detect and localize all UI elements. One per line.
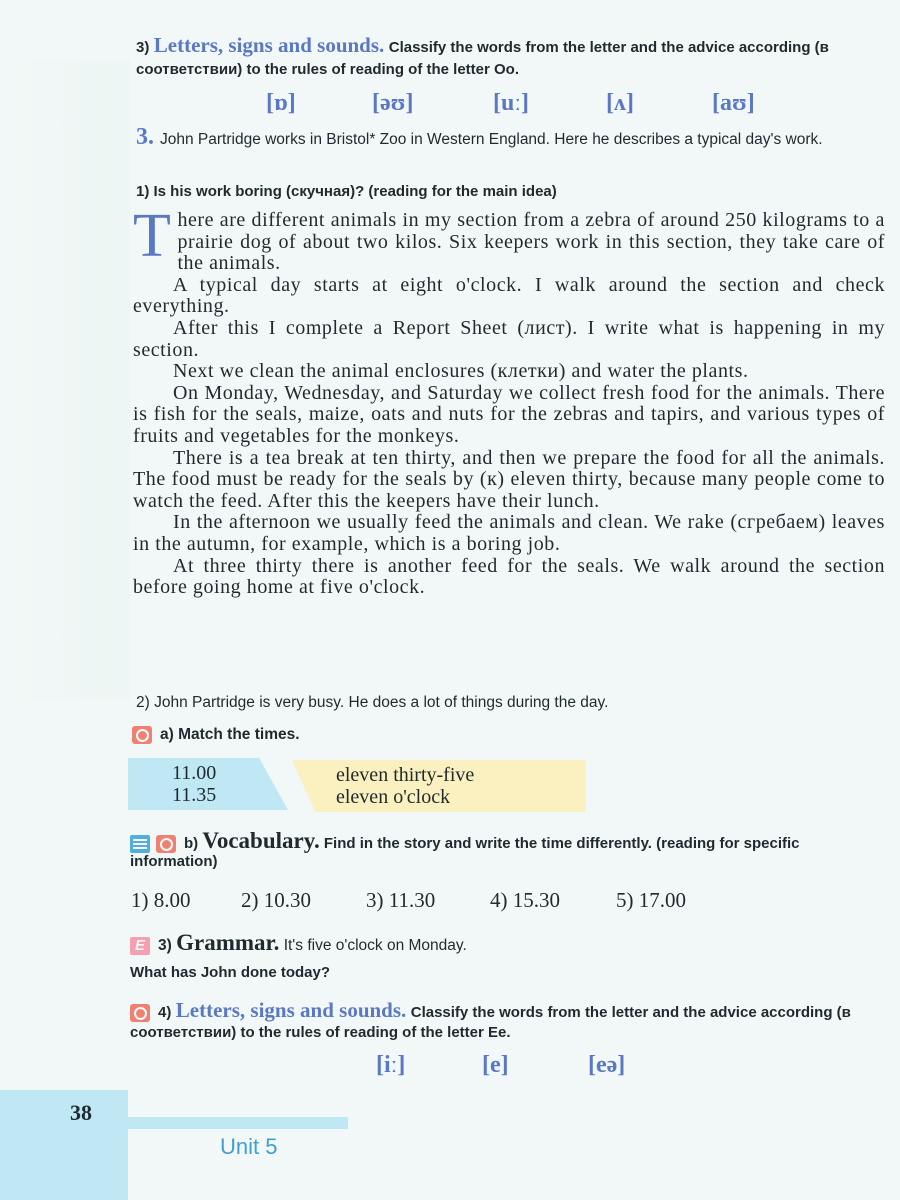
story-paragraph-text: here are different animals in my section from a zebra of around 250 kilograms to a prairie dog of about two kilos. Six keepers work in this section, they take care of the animals. <box>177 209 885 275</box>
word-item: eleven o'clock <box>336 786 451 808</box>
unit-label: Unit 5 <box>220 1134 278 1159</box>
sound-symbol: [uː] <box>493 90 529 116</box>
story-paragraph <box>133 202 885 275</box>
story-paragraph: On Monday, Wednesday, and Saturday we collect fresh food for the animals. There is fish for the seals, maize, oats and nuts for the zebras and tapirs, and various types of fruits and vegetables for the monkeys. <box>133 381 885 447</box>
story-paragraph: After this I complete a Report Sheet (лист). I write what is happening in my section. <box>133 316 885 361</box>
grammar-heading: Grammar. <box>176 930 280 955</box>
exercise-number: 3. <box>136 124 154 150</box>
task-3-grammar <box>130 930 467 956</box>
question-1: 1) Is his work boring (скучная)? (reading for the main idea) <box>136 183 557 200</box>
footer-block <box>0 1090 128 1200</box>
vocab-time-item: 1) 8.00 <box>131 888 191 912</box>
pair-work-icon <box>132 726 152 744</box>
exercise-3-intro <box>136 124 888 150</box>
page-edge-shadow <box>0 60 130 700</box>
sound-symbol: [iː] <box>376 1052 406 1078</box>
vocab-time-item: 4) 15.30 <box>490 888 560 912</box>
task-2b-instruction: Find in the story and write the time differently. (reading for specific information) <box>130 835 800 871</box>
sound-symbol: [əʊ] <box>372 90 414 116</box>
task-2a-label: a) Match the times. <box>160 726 300 744</box>
task-2a <box>132 726 300 744</box>
words-list <box>336 764 474 808</box>
grammar-text: It's five o'clock on Monday. <box>283 937 467 954</box>
sound-symbol: [aʊ] <box>712 90 755 116</box>
sound-symbol: [e] <box>482 1052 509 1078</box>
task-3-number: 3) <box>158 937 172 954</box>
task-number: 3) <box>136 39 150 56</box>
task-2-text: 2) John Partridge is very busy. He does a lot of things during the day. <box>136 694 609 711</box>
task-4-heading: Letters, signs and sounds. <box>175 998 407 1022</box>
task-4-instruction: Classify the words from the letter and the advice according (в соответствии) to the rules of reading of the letter Ee. <box>130 1004 851 1041</box>
vocab-time-item: 2) 10.30 <box>241 888 311 912</box>
task-instruction: Classify the words from the letter and the advice according (в соответствии) to the rules of reading of the letter Oo. <box>136 39 829 78</box>
word-item: eleven thirty-five <box>336 764 475 786</box>
sound-symbol: [eə] <box>588 1052 626 1078</box>
letters-signs-sounds-oo <box>136 34 884 81</box>
pair-work-icon <box>130 1004 150 1022</box>
task-2b-number: b) <box>184 835 199 852</box>
story-paragraph: A typical day starts at eight o'clock. I walk around the section and check everything. <box>133 273 885 318</box>
task-heading: Letters, signs and sounds. <box>153 33 385 57</box>
story-text <box>133 202 885 599</box>
story-paragraph: Next we clean the animal enclosures (клетки) and water the plants. <box>173 360 749 383</box>
time-item: 11.35 <box>172 784 217 806</box>
letters-signs-sounds-ee <box>130 1000 884 1043</box>
page-number: 38 <box>70 1100 92 1125</box>
story-paragraph: In the afternoon we usually feed the animals and clean. We rake (сгребаем) leaves in the autumn, for example, which is a boring job. <box>133 511 885 555</box>
pair-work-icon <box>156 835 176 853</box>
sound-symbol: [ʌ] <box>606 90 634 116</box>
footer-strip <box>128 1117 348 1129</box>
times-list <box>172 762 216 806</box>
intro-text: John Partridge works in Bristol* Zoo in Western England. Here he describes a typical day's work. <box>160 131 823 148</box>
grammar-question: What has John done today? <box>130 964 331 981</box>
vocabulary-heading: Vocabulary. <box>202 828 320 853</box>
grammar-icon: E <box>130 937 150 955</box>
vocab-time-item: 5) 17.00 <box>616 888 686 912</box>
sound-symbol: [ɒ] <box>266 90 296 116</box>
task-2b <box>130 828 884 871</box>
vocabulary-icon <box>130 835 150 853</box>
drop-cap: T <box>133 202 172 270</box>
story-paragraph: At three thirty there is another feed for the seals. We walk around the section before going home at five o'clock. <box>133 554 885 599</box>
task-4-number: 4) <box>158 1004 172 1021</box>
time-item: 11.00 <box>172 762 217 784</box>
story-paragraph: There is a tea break at ten thirty, and then we prepare the food for all the animals. The food must be ready for the seals by (к) eleven thirty, because many people come to watch the feed. After this the keepers have their lunch. <box>133 446 885 512</box>
vocab-time-item: 3) 11.30 <box>366 888 436 912</box>
